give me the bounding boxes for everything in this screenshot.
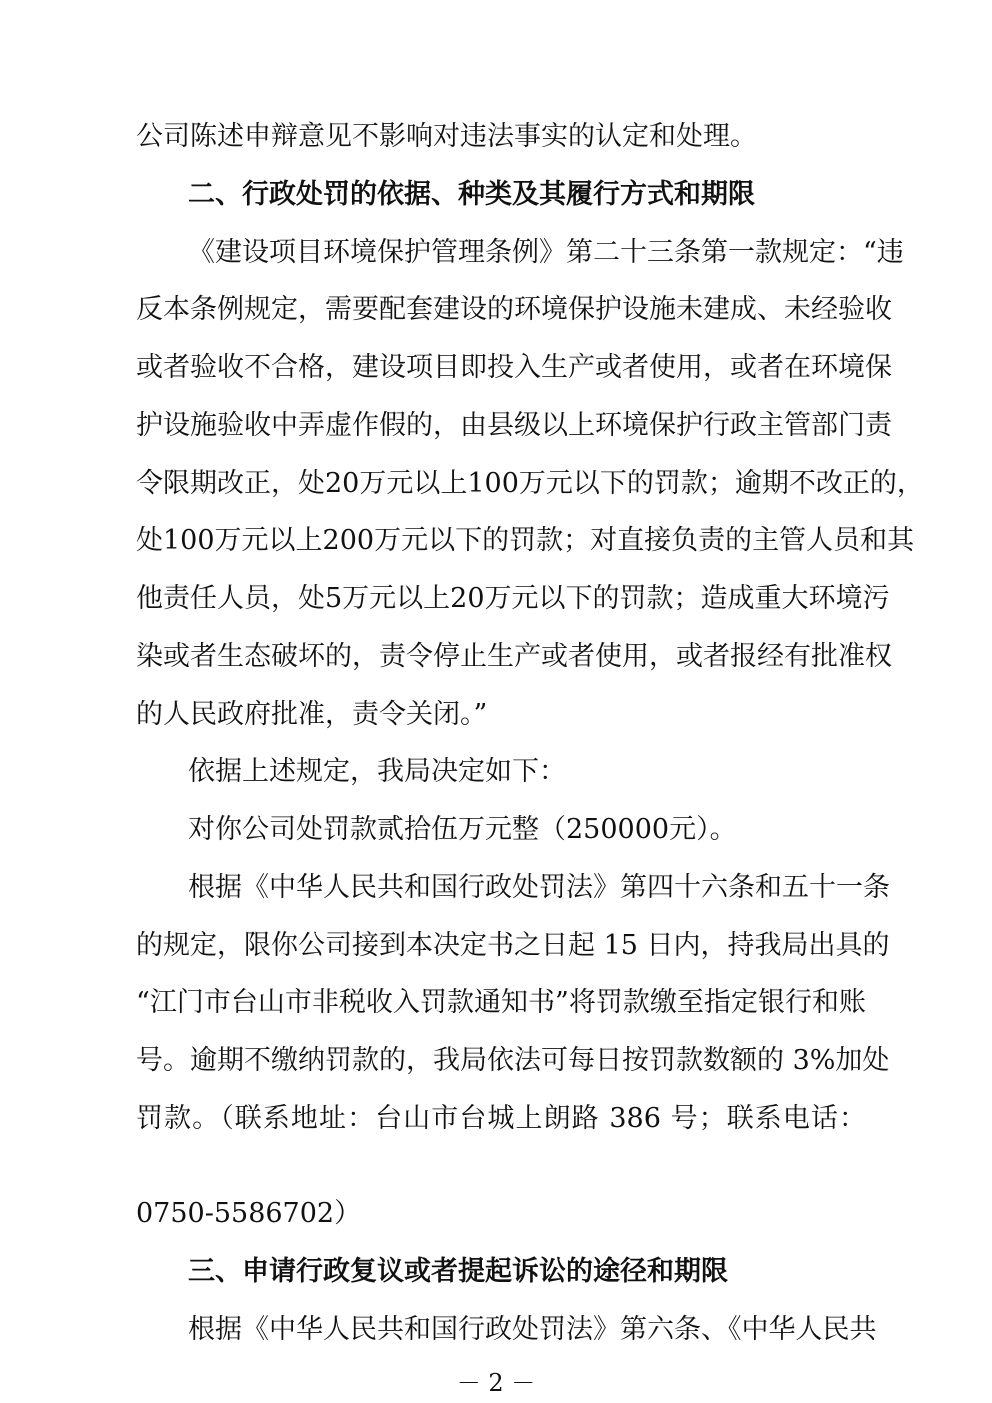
paragraph-line: 根据《中华人民共和国行政处罚法》第四十六条和五十一条 <box>188 872 890 903</box>
paragraph-line: 号。逾期不缴纳罚款的，我局依法可每日按罚款数额的 3%加处 <box>136 1045 890 1076</box>
section-heading: 二、行政处罚的依据、种类及其履行方式和期限 <box>188 179 755 210</box>
page-number: － 2 － <box>456 1369 536 1397</box>
paragraph-line: 《建设项目环境保护管理条例》第二十三条第一款规定：“违 <box>188 237 904 268</box>
paragraph-line: 罚款。（联系地址：台山市台城上朗路 386 号；联系电话： <box>136 1103 866 1134</box>
paragraph-line: 护设施验收中弄虚作假的，由县级以上环境保护行政主管部门责 <box>136 410 892 441</box>
paragraph-line: “江门市台山市非税收入罚款通知书”将罚款缴至指定银行和账 <box>136 987 866 1018</box>
paragraph-line: 的规定，限你公司接到本决定书之日起 15 日内，持我局出具的 <box>136 930 890 961</box>
paragraph-line: 或者验收不合格，建设项目即投入生产或者使用，或者在环境保 <box>136 352 892 383</box>
paragraph-line: 根据《中华人民共和国行政处罚法》第六条、《中华人民共 <box>188 1314 877 1345</box>
paragraph-line: 的人民政府批准，责令关闭。” <box>136 699 488 730</box>
paragraph-line: 0750-5586702） <box>136 1198 362 1229</box>
paragraph-line: 对你公司处罚款贰拾伍万元整（250000元）。 <box>188 814 737 845</box>
paragraph-line: 反本条例规定，需要配套建设的环境保护设施未建成、未经验收 <box>136 294 892 325</box>
paragraph-line: 依据上述规定，我局决定如下： <box>188 756 566 787</box>
paragraph-line: 令限期改正，处20万元以上100万元以下的罚款；逾期不改正的， <box>136 468 924 499</box>
section-heading: 三、申请行政复议或者提起诉讼的途径和期限 <box>188 1256 728 1287</box>
paragraph-line: 公司陈述申辩意见不影响对违法事实的认定和处理。 <box>136 121 757 152</box>
paragraph-line: 他责任人员，处5万元以上20万元以下的罚款；造成重大环境污 <box>136 583 890 614</box>
paragraph-line: 处100万元以上200万元以下的罚款；对直接负责的主管人员和其 <box>136 525 915 556</box>
paragraph-line: 染或者生态破坏的，责令停止生产或者使用，或者报经有批准权 <box>136 641 892 672</box>
